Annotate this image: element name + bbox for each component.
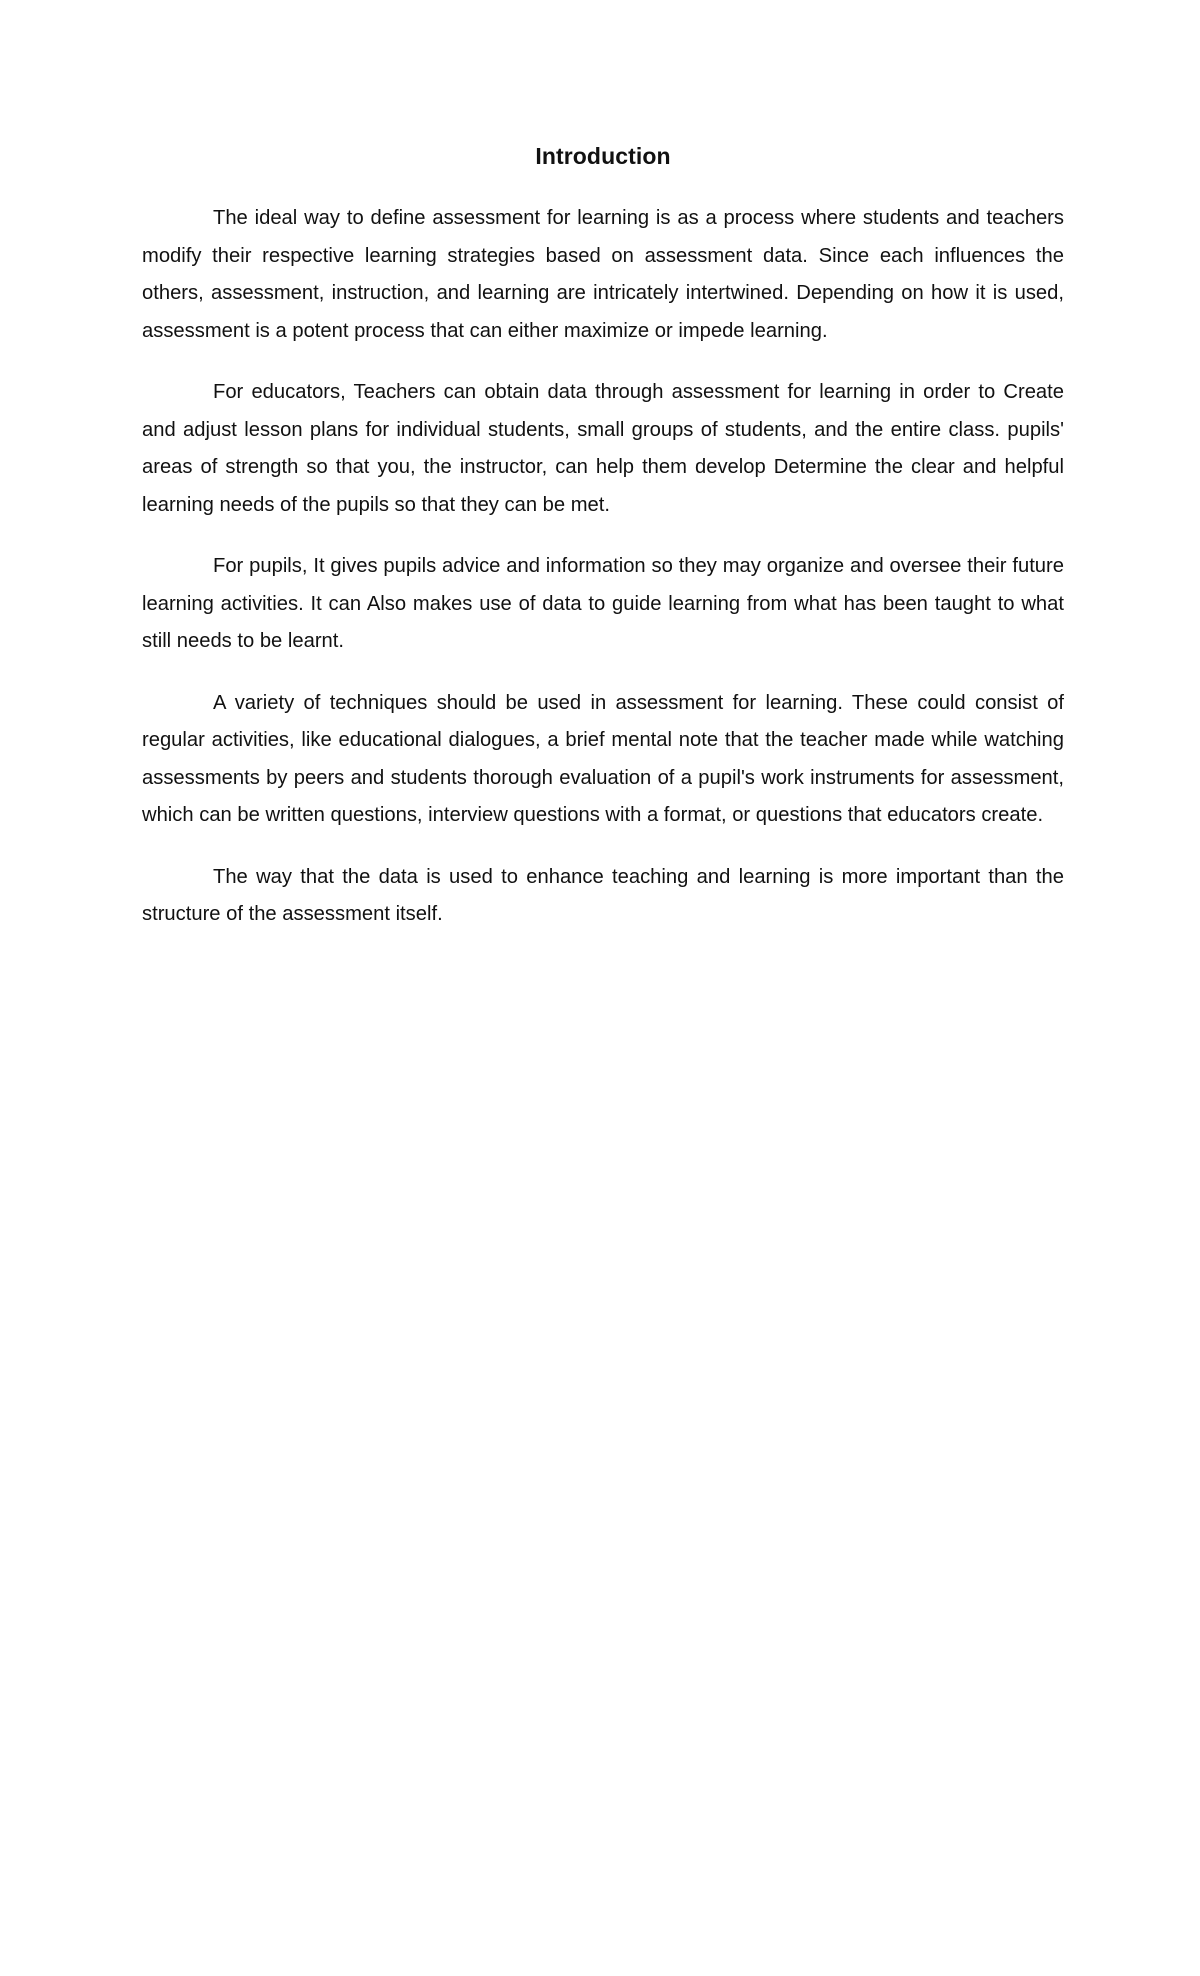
page-title: Introduction: [535, 143, 671, 169]
paragraph-assessment-definition: The ideal way to define assessment for learning is as a process where students and teachers modify their respective learning strategies based on assessment data. Since each influences the others, assessment, instruction, and learning are intricately intertwined. Depending on how it is used, assessment is a potent process that can either maximize or impede learning.: [142, 207, 1064, 342]
document-body: [142, 138, 1064, 958]
paragraph-for-pupils: For pupils, It gives pupils advice and information so they may organize and oversee their future learning activities. It can Also makes use of data to guide learning from what has been taught to what still needs to be learnt.: [142, 555, 1064, 652]
paragraph-data-use: The way that the data is used to enhance teaching and learning is more important than the structure of the assessment itself.: [142, 865, 1064, 925]
paragraph-variety-of-techniques: A variety of techniques should be used in assessment for learning. These could consist of regular activities, like educational dialogues, a brief mental note that the teacher made while watching assessments by peers and students thorough evaluation of a pupil's work instruments for assessment, which can be written questions, interview questions with a format, or questions that educators create.: [142, 691, 1064, 826]
paragraph-for-educators: For educators, Teachers can obtain data through assessment for learning in order to Create and adjust lesson plans for individual students, small groups of students, and the entire class. pupils' areas of strength so that you, the instructor, can help them develop Determine the clear and helpful learning needs of the pupils so that they can be met.: [142, 381, 1064, 516]
